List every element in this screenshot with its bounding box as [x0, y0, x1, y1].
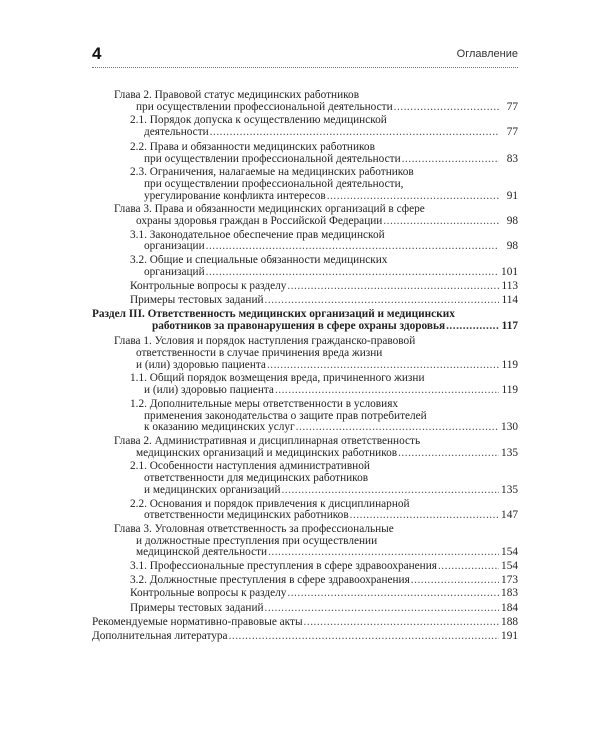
- toc-page-number: 113: [501, 279, 518, 292]
- toc-entry-text: Глава 3. Права и обязанности медицинских организаций в сфере: [114, 204, 425, 216]
- header-divider: [92, 67, 518, 68]
- toc-entry-text: 2.2. Права и обязанности медицинских работников: [130, 141, 375, 153]
- toc-entry-text: Рекомендуемые нормативно-правовые акты: [92, 615, 303, 628]
- toc-entry-text: 3.1. Законодательное обеспечение прав медицинской: [130, 229, 385, 241]
- toc-entry-text: 1.2. Дополнительные меры ответственности в условиях: [130, 398, 399, 410]
- toc-entry-text: Дополнительная литература: [92, 629, 228, 642]
- toc-entry[interactable]: [92, 255, 518, 278]
- dot-leader: [383, 216, 499, 228]
- toc-page-number: 130: [501, 421, 518, 434]
- toc-entry[interactable]: [92, 167, 518, 202]
- toc-entry-text: 2.2. Основания и порядок привлечения к дисциплинарной: [130, 498, 410, 510]
- running-title: Оглавление: [456, 48, 518, 60]
- dot-leader: [267, 360, 499, 372]
- toc-page-number: 91: [506, 189, 518, 202]
- toc-entry-text: ответственности в случае причинения вреда жизни: [136, 348, 383, 360]
- toc-entry[interactable]: [92, 461, 518, 496]
- toc-page-number: 188: [501, 615, 518, 628]
- toc-page-number: 119: [501, 384, 518, 397]
- toc-page-number: 83: [506, 152, 518, 165]
- toc-entry[interactable]: [92, 399, 518, 434]
- toc-entry-text: ответственности для медицинских работников: [144, 473, 369, 485]
- toc-entry-text: и (или) здоровью пациента: [144, 384, 274, 397]
- toc-entry[interactable]: [92, 309, 518, 332]
- toc-entry[interactable]: [92, 436, 518, 459]
- page-header: [92, 44, 518, 66]
- toc-entry-text: и должностные преступления при осуществлении: [136, 535, 378, 547]
- toc-page-number: 117: [501, 319, 518, 332]
- toc-page-number: 184: [501, 602, 518, 615]
- dot-leader: [402, 154, 499, 166]
- toc-page-number: 135: [501, 446, 518, 459]
- dot-leader: [327, 191, 499, 203]
- toc-entry-text: и (или) здоровью пациента: [136, 358, 266, 371]
- toc-page-number: 98: [506, 240, 518, 253]
- toc-entry[interactable]: [92, 373, 518, 396]
- toc-entry[interactable]: [92, 204, 518, 227]
- toc-entry-text: при осуществлении профессиональной деятельности: [144, 152, 401, 165]
- dot-leader: [287, 588, 499, 600]
- toc-page-number: 183: [501, 587, 518, 600]
- toc-entry-text: 2.1. Порядок допуска к осуществлению медицинской: [130, 115, 387, 127]
- dot-leader: [206, 267, 499, 279]
- toc-page-number: 147: [501, 509, 518, 522]
- toc-entry-text: 3.2. Общие и специальные обязанности медицинских: [130, 255, 388, 267]
- toc-entry-text: организации: [144, 240, 205, 253]
- toc-entry-text: Контрольные вопросы к разделу: [130, 279, 287, 292]
- toc-entry-text: 2.3. Ограничения, налагаемые на медицинских работников: [130, 167, 414, 179]
- dot-leader: [398, 448, 499, 460]
- toc-entry[interactable]: [92, 90, 518, 113]
- toc-entry-text: Примеры тестовых заданий: [130, 294, 264, 307]
- toc-entry-text: Глава 2. Правовой статус медицинских работников: [114, 90, 360, 101]
- toc-page-number: 77: [506, 100, 518, 113]
- toc-entry[interactable]: [92, 575, 518, 587]
- toc-entry-text: применения законодательства о защите прав потребителей: [144, 410, 427, 422]
- dot-leader: [446, 321, 499, 333]
- dot-leader: [350, 510, 499, 522]
- toc-entry[interactable]: [92, 561, 518, 573]
- toc-entry[interactable]: [92, 588, 518, 600]
- dot-leader: [281, 485, 499, 497]
- toc-page-number: 101: [501, 265, 518, 278]
- toc-page-number: 154: [501, 546, 518, 559]
- table-of-contents: [92, 90, 518, 642]
- dot-leader: [268, 547, 499, 559]
- toc-entry-text: Примеры тестовых заданий: [130, 602, 264, 615]
- toc-entry[interactable]: [92, 631, 518, 643]
- toc-entry-text: Раздел III. Ответственность медицинских организаций и медицинских: [92, 308, 455, 320]
- toc-entry-text: к оказанию медицинских услуг: [144, 421, 295, 434]
- toc-entry-text: Глава 2. Административная и дисциплинарная ответственность: [114, 435, 421, 447]
- toc-entry-text: ответственности медицинских работников: [144, 509, 349, 522]
- toc-entry[interactable]: [92, 281, 518, 293]
- toc-page-number: 114: [501, 294, 518, 307]
- toc-entry[interactable]: [92, 603, 518, 615]
- toc-page-number: 191: [501, 629, 518, 642]
- toc-entry[interactable]: [92, 617, 518, 629]
- toc-entry-text: 3.2. Должностные преступления в сфере здравоохранения: [130, 573, 410, 586]
- dot-leader: [287, 281, 499, 293]
- toc-page-number: 119: [501, 358, 518, 371]
- toc-entry-text: при осуществлении профессиональной деятельности,: [144, 178, 404, 190]
- toc-entry-text: медицинских организаций и медицинских работников: [136, 446, 398, 459]
- toc-entry-text: охраны здоровья граждан в Российской Федерации: [136, 215, 383, 228]
- toc-entry-text: 1.1. Общий порядок возмещения вреда, причиненного жизни: [130, 373, 425, 385]
- toc-entry[interactable]: [92, 230, 518, 253]
- toc-entry-text: организаций: [144, 265, 205, 278]
- dot-leader: [265, 295, 499, 307]
- toc-entry-text: 2.1. Особенности наступления административной: [130, 461, 370, 473]
- toc-entry-text: при осуществлении профессиональной деятельности: [136, 100, 393, 113]
- dot-leader: [296, 422, 499, 434]
- toc-entry-text: и медицинских организаций: [144, 483, 281, 496]
- toc-entry-text: Контрольные вопросы к разделу: [130, 587, 287, 600]
- toc-entry-text: Глава 3. Уголовная ответственность за профессиональные: [114, 523, 394, 535]
- dot-leader: [275, 385, 499, 397]
- toc-entry-text: 3.1. Профессиональные преступления в сфере здравоохранения: [130, 560, 437, 573]
- dot-leader: [206, 241, 499, 253]
- toc-entry[interactable]: [92, 336, 518, 371]
- toc-entry-text: Глава 1. Условия и порядок наступления гражданско-правовой: [114, 336, 416, 348]
- toc-page-number: 98: [506, 215, 518, 228]
- dot-leader: [394, 102, 499, 114]
- toc-page-number: 154: [501, 560, 518, 573]
- dot-leader: [229, 631, 499, 643]
- dot-leader: [304, 617, 499, 629]
- toc-entry[interactable]: [92, 524, 518, 559]
- toc-entry[interactable]: [92, 142, 518, 165]
- toc-page-number: 173: [501, 573, 518, 586]
- toc-page-number: 77: [506, 126, 518, 139]
- toc-entry-text: медицинской деятельности: [136, 546, 268, 559]
- toc-page-number: 135: [501, 483, 518, 496]
- toc-entry-text: урегулирование конфликта интересов: [144, 189, 326, 202]
- toc-entry-text: работников за правонарушения в сфере охраны здоровья: [152, 319, 446, 332]
- dot-leader: [438, 561, 499, 573]
- toc-entry-text: деятельности: [144, 126, 209, 139]
- dot-leader: [265, 603, 499, 615]
- toc-entry[interactable]: [92, 115, 518, 138]
- page-number: 4: [92, 44, 102, 63]
- toc-entry[interactable]: [92, 295, 518, 307]
- toc-entry[interactable]: [92, 499, 518, 522]
- dot-leader: [411, 575, 499, 587]
- dot-leader: [210, 127, 499, 139]
